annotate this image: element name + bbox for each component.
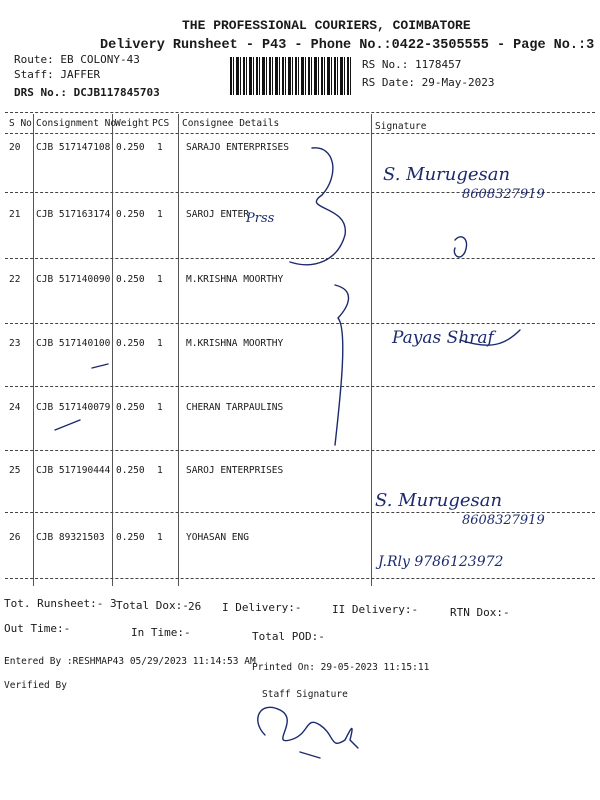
cell-consignee: SARAJO ENTERPRISES — [186, 142, 289, 153]
ink-question-stroke — [335, 285, 349, 445]
ii-delivery: II Delivery:- — [332, 603, 419, 616]
cell-sno: 24 — [9, 402, 21, 414]
cell-consignment: CJB 89321503 — [36, 531, 105, 543]
cell-sno: 23 — [9, 337, 21, 349]
ink-tick-mark — [92, 364, 108, 368]
cell-consignee: CHERAN TARPAULINS — [186, 402, 284, 414]
cell-consignment: CJB 517147108 — [36, 142, 111, 153]
cell-consignee: YOHASAN ENG — [186, 531, 249, 543]
ink-scribble — [454, 237, 466, 257]
ink-phone-25: 8608327919 — [462, 513, 545, 528]
ink-signature-20: S. Murugesan — [383, 164, 511, 185]
runsheet-subtitle: Delivery Runsheet - P43 - Phone No.:0422-3505555 - Page No.:3 — [100, 38, 595, 53]
drs-number: DRS No.: DCJB117845703 — [14, 86, 160, 99]
staff-label: Staff: JAFFER — [14, 68, 101, 81]
rs-date: RS Date: 29-May-2023 — [362, 76, 495, 89]
entered-by: Entered By :RESHMAP43 05/29/2023 11:14:53 AM — [4, 656, 256, 667]
in-time: In Time:- — [131, 626, 191, 639]
rtn-dox: RTN Dox:- — [450, 606, 510, 619]
ink-signature-23: Payas Shraf — [392, 328, 494, 348]
ink-bracket-stroke — [290, 148, 345, 265]
ink-staff-signature — [258, 707, 358, 748]
cell-consignee: M.KRISHNA MOORTHY — [186, 337, 284, 349]
verified-by: Verified By — [4, 680, 67, 691]
col-header-pcs: PCS — [152, 118, 170, 129]
ink-phone-20: 8608327919 — [462, 187, 545, 202]
col-header-signature: Signature — [375, 121, 427, 132]
out-time: Out Time:- — [4, 622, 71, 635]
cell-consignee: SAROJ ENTER — [186, 208, 249, 220]
route-label: Route: EB COLONY-43 — [14, 53, 140, 66]
cell-consignee: SAROJ ENTERPRISES — [186, 465, 284, 476]
cell-sno: 20 — [9, 142, 21, 153]
i-delivery: I Delivery:- — [222, 601, 302, 614]
col-header-consignee: Consignee Details — [182, 118, 280, 129]
tot-runsheet: Tot. Runsheet:- 3 — [4, 597, 117, 610]
rs-number: RS No.: 1178457 — [362, 58, 462, 71]
cell-consignment: CJB 517190444 — [36, 465, 111, 476]
cell-sno: 21 — [9, 208, 21, 220]
col-header-consignment: Consignment No — [36, 118, 117, 129]
cell-weight: 0.250 — [116, 402, 145, 414]
cell-pcs: 1 — [157, 274, 163, 286]
cell-weight: 0.250 — [116, 274, 145, 286]
cell-pcs: 1 — [157, 337, 163, 349]
cell-pcs: 1 — [157, 465, 163, 476]
cell-pcs: 1 — [157, 402, 163, 414]
total-dox-value: 26 — [188, 600, 202, 613]
document-title: THE PROFESSIONAL COURIERS, COIMBATORE — [182, 18, 471, 33]
printed-on: Printed On: 29-05-2023 11:15:11 — [252, 662, 430, 673]
cell-weight: 0.250 — [116, 465, 145, 476]
cell-consignment: CJB 517140100 — [36, 337, 111, 349]
total-pod: Total POD:- — [252, 630, 325, 643]
cell-pcs: 1 — [157, 531, 163, 543]
col-header-sno: S No — [9, 118, 32, 129]
cell-sno: 25 — [9, 465, 21, 476]
cell-consignment: CJB 517163174 — [36, 208, 111, 220]
ink-signature-25: S. Murugesan — [375, 490, 503, 511]
cell-pcs: 1 — [157, 142, 163, 153]
col-header-weight: Weight — [115, 118, 150, 129]
cell-consignment: CJB 517140079 — [36, 402, 111, 414]
cell-weight: 0.250 — [116, 142, 145, 153]
ink-tick-mark — [55, 420, 80, 430]
cell-consignee: M.KRISHNA MOORTHY — [186, 274, 284, 286]
total-dox-label: Total Dox:- — [116, 599, 189, 612]
cell-sno: 22 — [9, 274, 21, 286]
ink-signature-26: J.Rly 9786123972 — [378, 554, 504, 570]
cell-weight: 0.250 — [116, 531, 145, 543]
staff-signature-label: Staff Signature — [262, 689, 348, 700]
cell-weight: 0.250 — [116, 337, 145, 349]
cell-weight: 0.250 — [116, 208, 145, 220]
cell-sno: 26 — [9, 531, 21, 543]
ink-signature-21: Prss — [246, 211, 275, 226]
cell-consignment: CJB 517140090 — [36, 274, 111, 286]
cell-pcs: 1 — [157, 208, 163, 220]
